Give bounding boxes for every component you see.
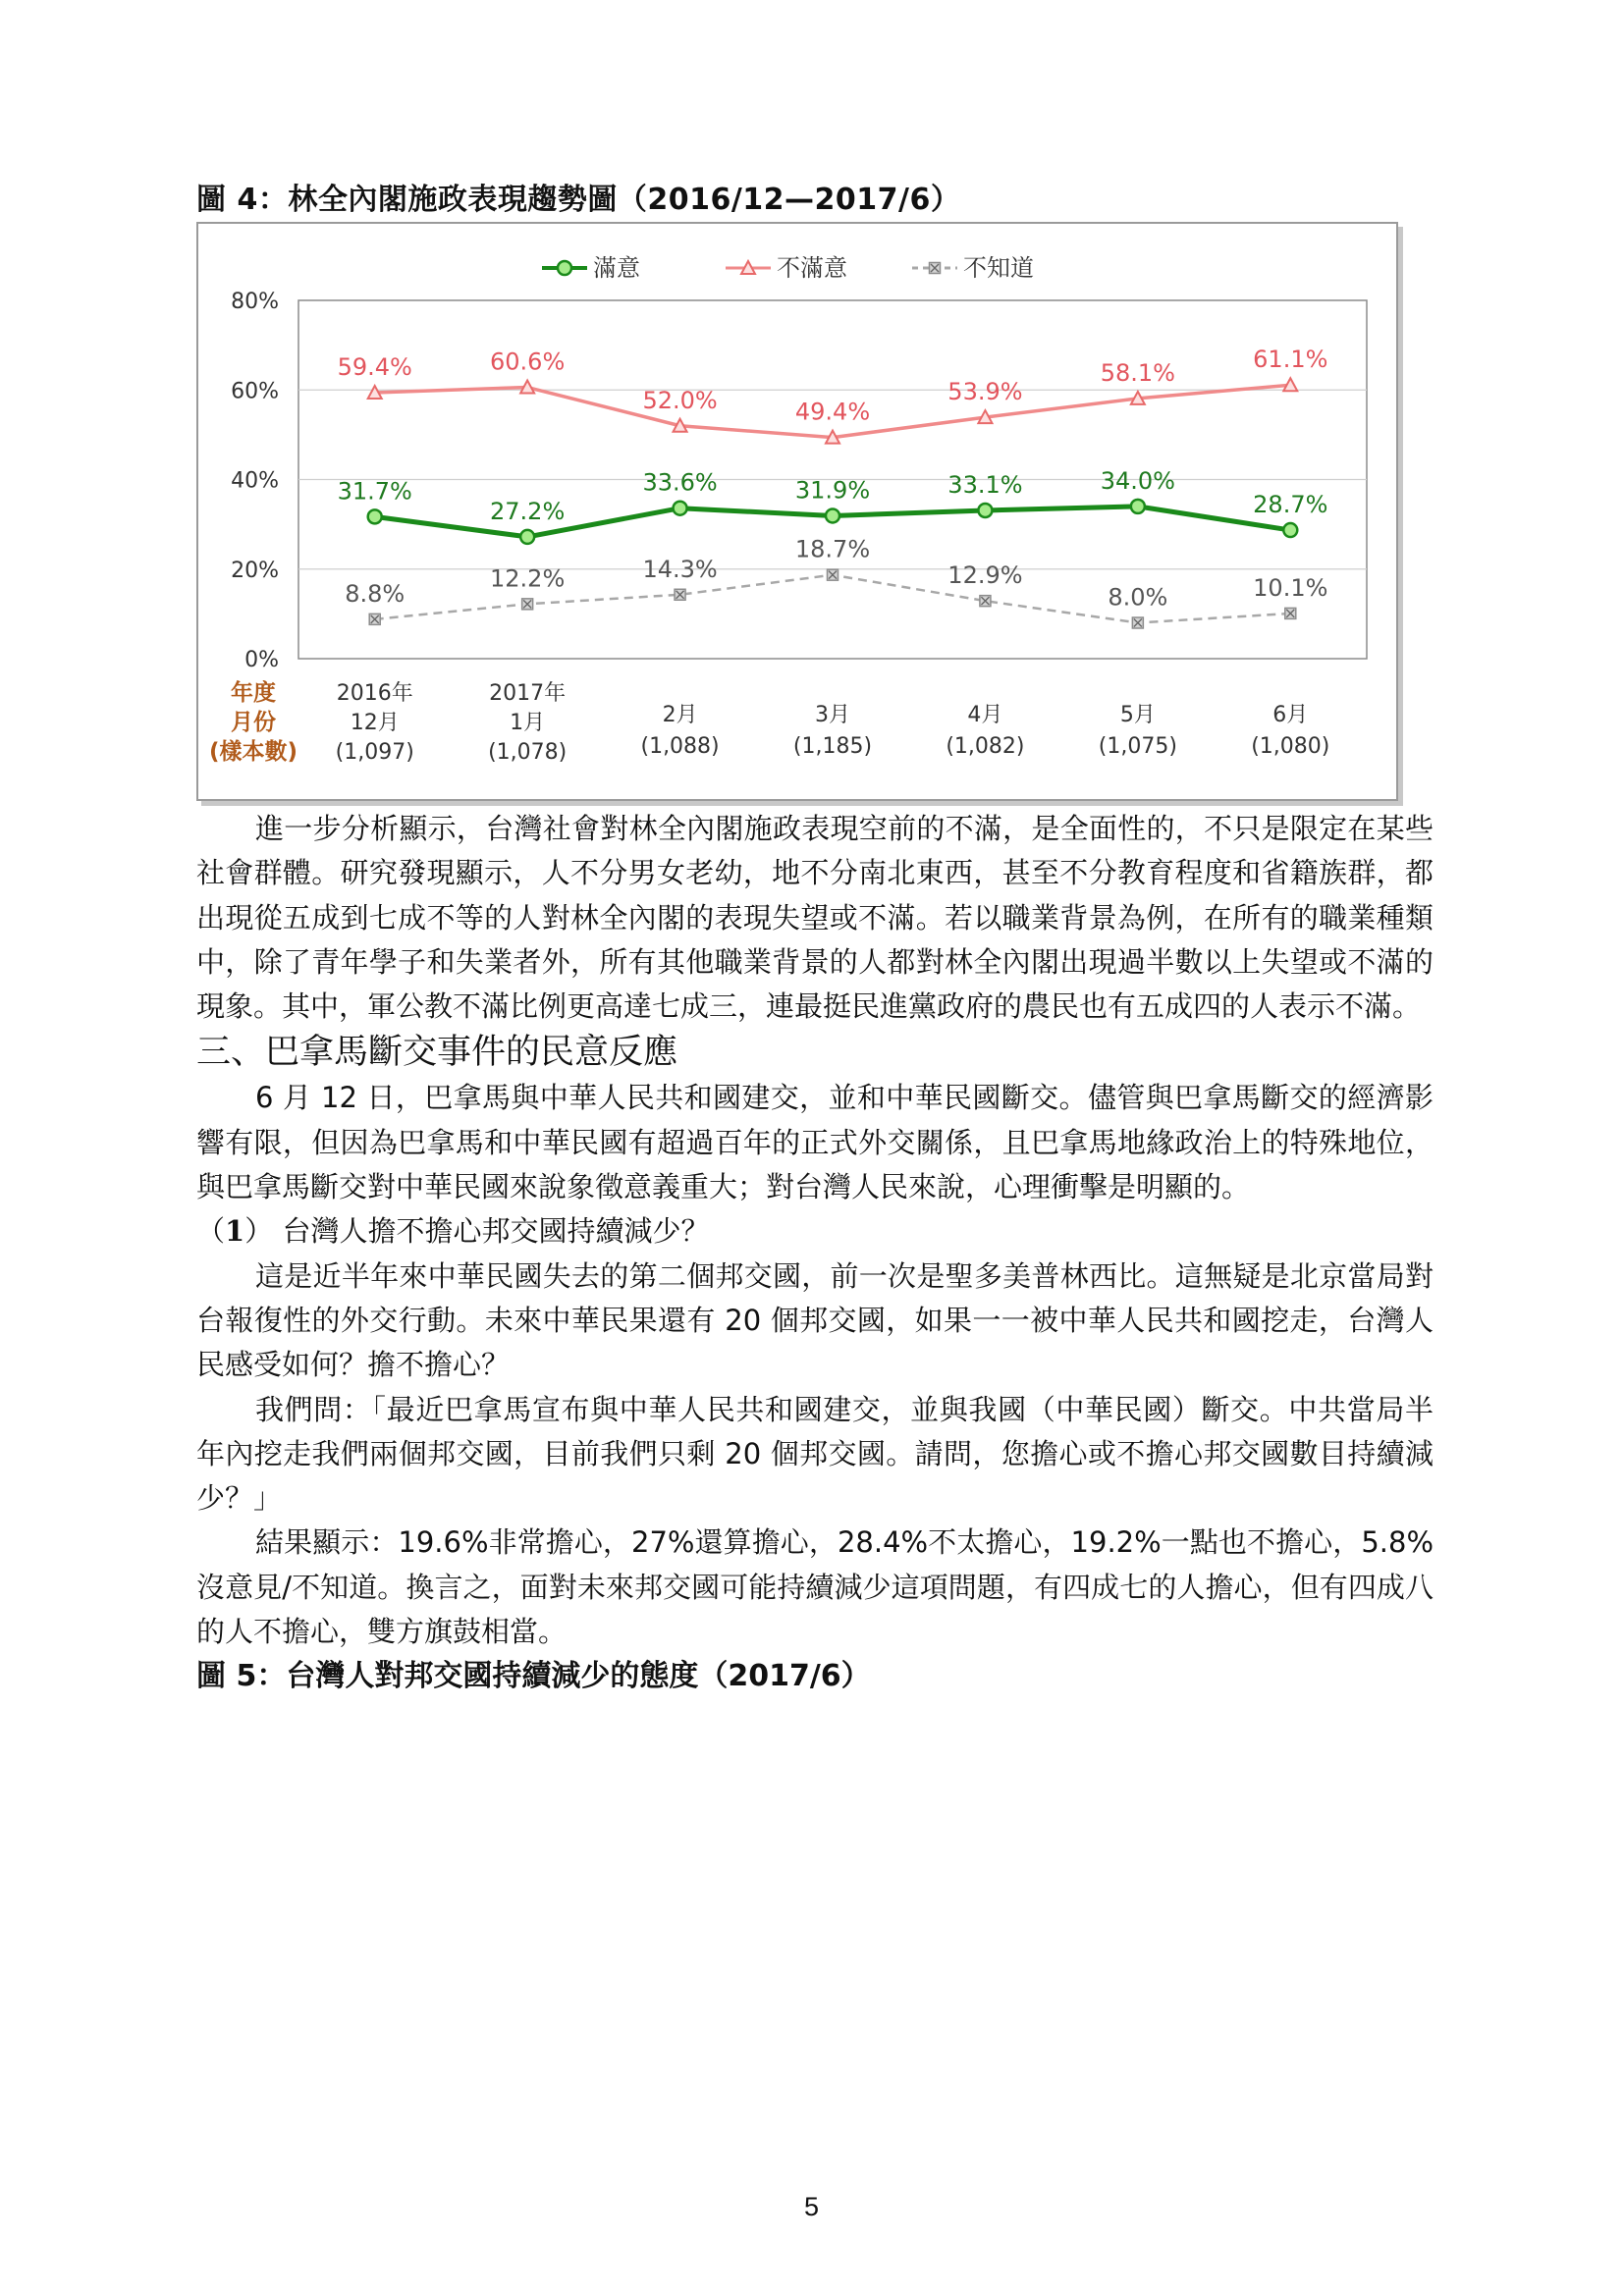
category-row-label: (樣本數) [208, 739, 298, 765]
data-label: 58.1% [1100, 358, 1175, 387]
x-sample-label: (1,082) [946, 734, 1025, 759]
page-number: 5 [803, 2192, 820, 2221]
paragraph-analysis: 進一步分析顯示，台灣社會對林全內閣施政表現空前的不滿，是全面性的，不只是限定在某些社會群體。研究發現顯示，人不分男女老幼，地不分南北東西，甚至不分教育程度和省籍族群，都出現從五成到七成不等的人對林全內閣的表現失望或不滿。若以職業背景為例，在所有的職業種類中，除了青年學子和失業者外，所有其他職業背景的人都對林全內閣出現過半數以上失望或不滿的現象。其中，軍公教不滿比例更高達七成三，連最挺民進黨政府的農民也有五成四的人表示不滿。 [196, 812, 1434, 1024]
figure4-title: 圖 4：林全內閣施政表現趨勢圖（2016/12—2017/6） [196, 183, 961, 217]
legend-label: 不滿意 [777, 254, 847, 282]
data-point [1283, 523, 1297, 537]
x-year-label: 2016年 [336, 681, 413, 706]
x-month-label: 1月 [510, 711, 546, 735]
x-month-label: 12月 [350, 711, 400, 735]
data-label: 31.7% [337, 477, 412, 506]
data-label: 18.7% [794, 535, 871, 563]
data-label: 8.0% [1108, 583, 1168, 612]
x-sample-label: (1,078) [488, 740, 568, 765]
article-body [196, 807, 1434, 1699]
data-label: 33.6% [642, 468, 718, 497]
data-label: 28.7% [1253, 491, 1328, 519]
data-label: 10.1% [1253, 573, 1328, 602]
y-tick-label: 80% [231, 290, 279, 314]
x-sample-label: (1,088) [640, 734, 720, 759]
data-label: 49.4% [794, 398, 871, 426]
data-label: 33.1% [947, 470, 1023, 499]
legend-label: 滿意 [593, 254, 640, 282]
data-label: 52.0% [642, 386, 718, 414]
data-point [674, 502, 687, 515]
paragraph-panama-intro: 6 月 12 日，巴拿馬與中華人民共和國建交，並和中華民國斷交。儘管與巴拿馬斷交的經濟影響有限，但因為巴拿馬和中華民國有超過百年的正式外交關係，且巴拿馬地緣政治上的特殊地位，與巴拿馬斷交對中華民國來說象徵意義重大；對台灣人民來說，心理衝擊是明顯的。 [196, 1081, 1434, 1204]
x-month-label: 2月 [662, 703, 698, 727]
y-tick-label: 40% [231, 468, 279, 494]
question-number: 1 [225, 1214, 245, 1249]
data-label: 59.4% [337, 352, 412, 381]
paragraph-results: 結果顯示：19.6%非常擔心，27%還算擔心，28.4%不太擔心，19.2%一點也不擔心，5.8%沒意見/不知道。換言之，面對未來邦交國可能持續減少這項問題，有四成七的人擔心，但有四成八的人不擔心，雙方旗鼓相當。 [196, 1525, 1434, 1649]
data-point [520, 530, 534, 544]
x-month-label: 5月 [1119, 703, 1156, 727]
paragraph-survey-question: 我們問：「最近巴拿馬宣布與中華人民共和國建交，並與我國（中華民國）斷交。中共當局半年內挖走我們兩個邦交國，目前我們只剩 20 個邦交國。請問，您擔心或不擔心邦交國數目持續減少？」 [196, 1392, 1434, 1516]
data-label: 60.6% [490, 347, 566, 376]
x-month-label: 3月 [815, 703, 850, 727]
category-row-label: 年度 [231, 680, 276, 706]
x-sample-label: (1,080) [1251, 734, 1330, 759]
data-label: 12.9% [947, 561, 1023, 590]
trend-chart-svg [198, 224, 1396, 799]
data-label: 53.9% [947, 378, 1023, 406]
question-heading-1 [196, 1209, 1434, 1254]
x-sample-label: (1,185) [792, 734, 873, 759]
paragraph-allies-lost: 這是近半年來中華民國失去的第二個邦交國，前一次是聖多美普林西比。這無疑是北京當局對台報復性的外交行動。未來中華民果還有 20 個邦交國，如果一一被中華人民共和國挖走，台灣人民感受如何？擔不擔心？ [196, 1258, 1434, 1382]
x-month-label: 4月 [967, 703, 1003, 727]
category-row-label: 月份 [231, 710, 276, 735]
data-point [978, 504, 992, 517]
data-label: 61.1% [1253, 346, 1328, 374]
data-point [368, 509, 382, 523]
y-tick-label: 0% [244, 648, 279, 672]
legend-label: 不知道 [963, 254, 1034, 282]
x-month-label: 6月 [1272, 703, 1309, 727]
data-label: 8.8% [345, 579, 406, 608]
data-label: 27.2% [490, 497, 566, 525]
question-text: 台灣人擔不擔心邦交國持續減少？ [282, 1214, 710, 1249]
data-point [826, 508, 839, 522]
question-close-paren: ） [244, 1214, 274, 1249]
question-open-paren: （ [196, 1214, 226, 1249]
data-label: 14.3% [642, 555, 718, 583]
data-label: 34.0% [1100, 466, 1175, 495]
section-heading-panama: 三、巴拿馬斷交事件的民意反應 [196, 1033, 678, 1073]
x-year-label: 2017年 [489, 681, 567, 706]
y-tick-label: 60% [231, 379, 279, 404]
trend-chart [196, 222, 1398, 801]
data-label: 31.9% [794, 476, 871, 505]
figure5-title: 圖 5：台灣人對邦交國持續減少的態度（2017/6） [196, 1659, 871, 1694]
y-tick-label: 20% [231, 558, 279, 583]
x-sample-label: (1,097) [335, 740, 414, 765]
data-point [1131, 500, 1145, 513]
data-label: 12.2% [490, 564, 566, 593]
x-sample-label: (1,075) [1098, 734, 1177, 759]
legend-marker [558, 261, 571, 275]
